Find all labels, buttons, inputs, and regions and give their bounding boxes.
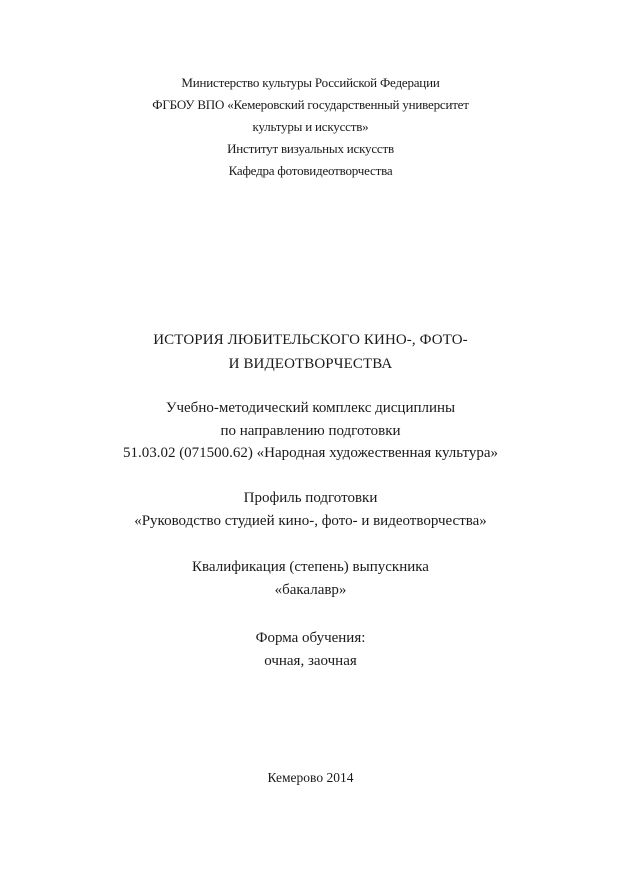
document-title [0, 328, 621, 376]
study-form-label: Форма обучения: [255, 630, 366, 646]
footer-city-year [0, 767, 621, 789]
qualification-value: «бакалавр» [274, 581, 347, 598]
study-form-value: очная, заочная [264, 652, 357, 669]
study-form [0, 627, 621, 672]
university-line: ФГБОУ ВПО «Кемеровский государственный университет [152, 97, 469, 112]
city-year: Кемерово 2014 [267, 770, 354, 785]
ministry-line: Министерство культуры Российской Федерации [181, 75, 440, 90]
qualification-label: Квалификация (степень) выпускника [192, 559, 429, 575]
qualification [0, 556, 621, 601]
institution-header [0, 72, 621, 182]
department-line: Кафедра фотовидеотворчества [228, 163, 393, 178]
umk-line-2: по направлению подготовки [220, 422, 401, 439]
profile-value: «Руководство студией кино-, фото- и видеотворчества» [134, 512, 487, 529]
profile-label: Профиль подготовки [243, 490, 378, 506]
institute-line: Институт визуальных искусств [227, 141, 394, 156]
training-profile [0, 487, 621, 532]
course-description [0, 397, 621, 465]
title-line-2: И ВИДЕОТВОРЧЕСТВА [228, 356, 393, 372]
umk-line-1: Учебно-методический комплекс дисциплины [165, 400, 456, 416]
title-line-1: ИСТОРИЯ ЛЮБИТЕЛЬСКОГО КИНО-, ФОТО- [153, 332, 468, 348]
university-line-cont: культуры и искусств» [252, 119, 369, 134]
umk-line-3: 51.03.02 (071500.62) «Народная художественная культура» [122, 445, 499, 461]
